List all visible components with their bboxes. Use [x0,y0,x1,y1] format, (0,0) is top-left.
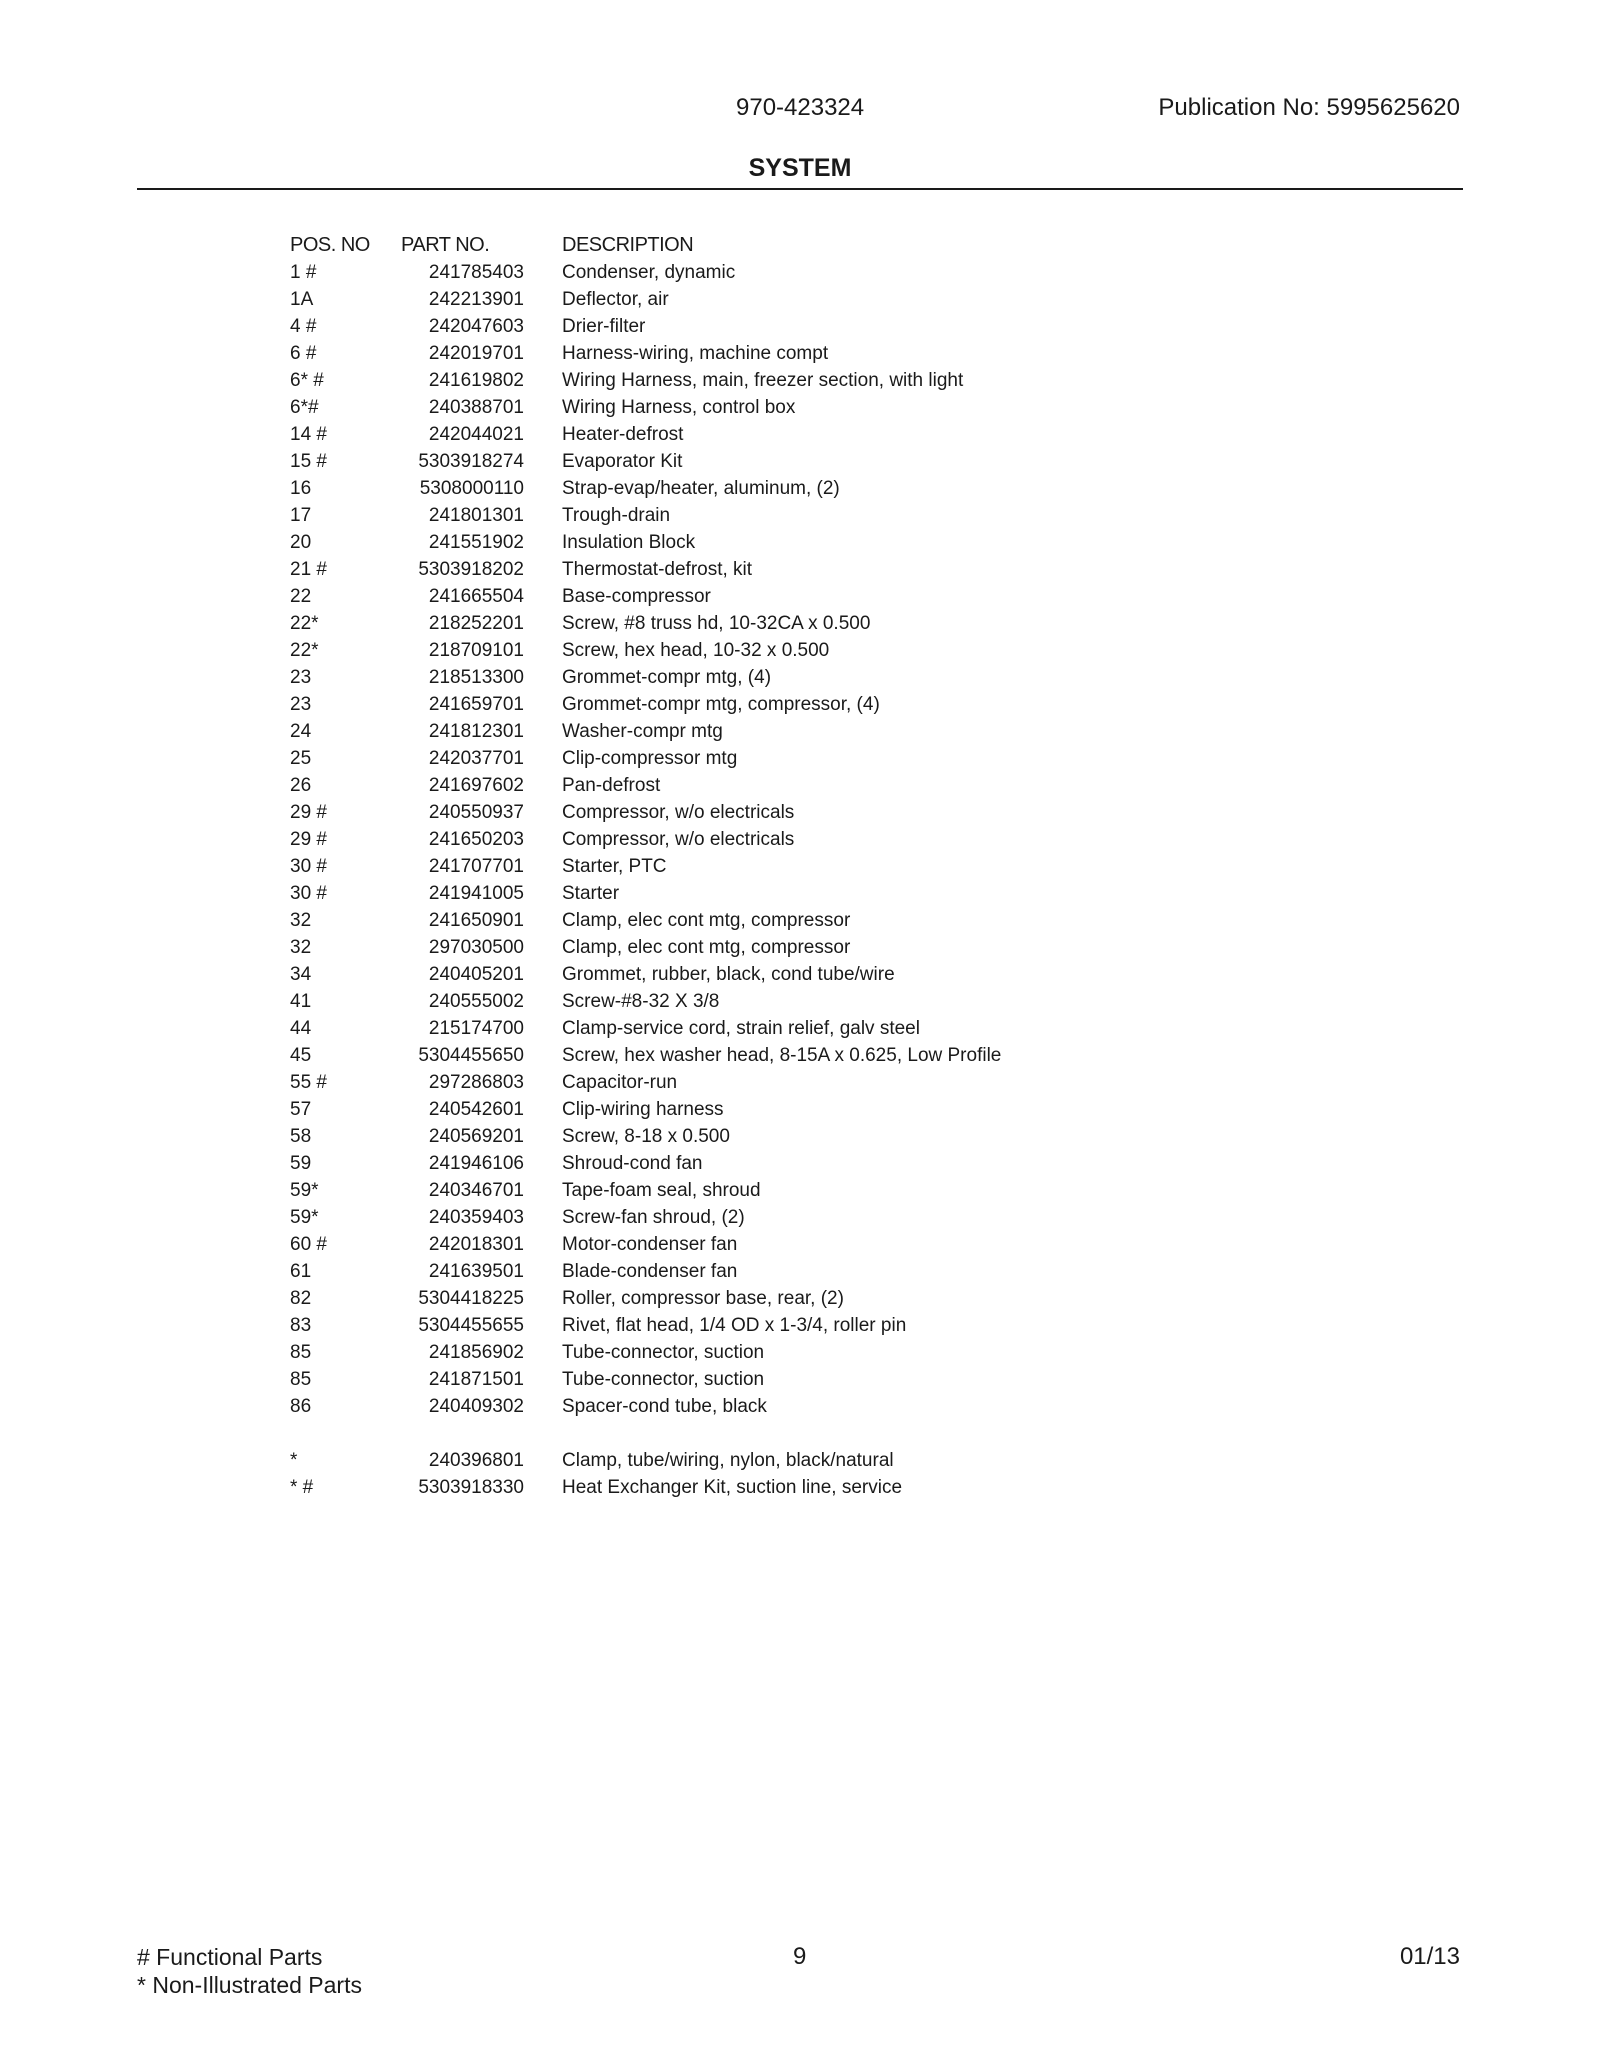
table-spacer-row [290,1420,1001,1447]
table-row [290,340,1001,367]
cell-pos: 30 # [290,856,327,877]
cell-pos: 61 [290,1261,312,1282]
cell-part-number: 5304418225 [418,1288,524,1309]
cell-pos: 26 [290,775,312,796]
cell-part-number: 5303918202 [418,559,524,580]
cell-part-number: 241707701 [428,856,524,877]
cell-part-number: 5303918274 [418,451,524,472]
cell-pos: * # [290,1477,314,1498]
cell-pos: 1A [290,289,314,310]
table-row [290,502,1001,529]
cell-part-number: 240396801 [428,1450,524,1471]
table-row [290,664,1001,691]
cell-part-number: 242018301 [428,1234,524,1255]
cell-part-number: 241619802 [428,370,524,391]
cell-pos: 22 [290,586,312,607]
cell-description: Washer-compr mtg [562,721,723,742]
cell-description: Tube-connector, suction [562,1342,765,1363]
cell-pos: 24 [290,721,312,742]
cell-pos: 14 # [290,424,327,445]
table-row [290,1015,1001,1042]
cell-description: Starter, PTC [562,856,667,877]
cell-pos: 6 # [290,343,317,364]
table-row [290,637,1001,664]
cell-pos: 59* [290,1207,319,1228]
cell-description: Drier-filter [562,316,646,337]
cell-description: Evaporator Kit [562,451,683,472]
table-row [290,421,1001,448]
cell-pos: 23 [290,694,312,715]
cell-part-number: 241946106 [428,1153,524,1174]
cell-part-number: 240346701 [428,1180,524,1201]
cell-part-number: 241812301 [428,721,524,742]
cell-description: Motor-condenser fan [562,1234,738,1255]
cell-pos: 21 # [290,559,327,580]
cell-description: Clamp, tube/wiring, nylon, black/natural [562,1450,894,1471]
cell-part-number: 242044021 [428,424,524,445]
cell-description: Rivet, flat head, 1/4 OD x 1-3/4, roller pin [562,1315,907,1336]
footer-legend [137,1943,362,1999]
cell-part-number: 240569201 [428,1126,524,1147]
table-row [290,259,1001,286]
table-row [290,583,1001,610]
column-header-description: DESCRIPTION [562,234,694,256]
cell-part-number: 215174700 [428,1018,524,1039]
table-row [290,1285,1001,1312]
cell-part-number: 240359403 [428,1207,524,1228]
column-header-part: PART NO. [401,234,490,256]
table-row [290,1393,1001,1420]
table-row [290,772,1001,799]
cell-pos: 1 # [290,262,317,283]
cell-part-number: 241665504 [428,586,524,607]
table-row [290,1204,1001,1231]
table-row [290,286,1001,313]
table-row [290,1177,1001,1204]
section-title [0,154,1600,183]
cell-part-number: 240550937 [428,802,524,823]
cell-description: Shroud-cond fan [562,1153,703,1174]
table-row [290,1339,1001,1366]
table-row [290,691,1001,718]
cell-pos: 32 [290,937,312,958]
cell-pos: 4 # [290,316,317,337]
table-row [290,1069,1001,1096]
cell-part-number: 240555002 [428,991,524,1012]
cell-pos: 25 [290,748,312,769]
cell-pos: 58 [290,1126,312,1147]
cell-part-number: 218709101 [428,640,524,661]
cell-part-number: 297030500 [428,937,524,958]
cell-description: Clamp-service cord, strain relief, galv steel [562,1018,920,1039]
table-row [290,934,1001,961]
cell-part-number: 297286803 [428,1072,524,1093]
cell-part-number: 5308000110 [419,478,524,499]
cell-part-number: 5304455655 [418,1315,524,1336]
cell-part-number: 242037701 [428,748,524,769]
cell-description: Thermostat-defrost, kit [562,559,753,580]
cell-part-number: 241785403 [428,262,524,283]
table-row [290,718,1001,745]
cell-description: Blade-condenser fan [562,1261,738,1282]
cell-part-number: 242213901 [428,289,524,310]
cell-pos: 57 [290,1099,312,1120]
model-number: 970-423324 [736,94,865,121]
cell-pos: 60 # [290,1234,327,1255]
cell-part-number: 241941005 [428,883,524,904]
cell-part-number: 240388701 [428,397,524,418]
cell-pos: 44 [290,1018,312,1039]
table-row [290,448,1001,475]
cell-pos: 17 [290,505,312,526]
cell-pos: 6*# [290,397,319,418]
cell-description: Screw-fan shroud, (2) [562,1207,745,1228]
cell-pos: 59 [290,1153,312,1174]
cell-description: Harness-wiring, machine compt [562,343,829,364]
table-row [290,1447,1001,1474]
column-header-pos: POS. NO [290,234,370,256]
cell-pos: 16 [290,478,312,499]
table-row [290,556,1001,583]
cell-part-number: 242047603 [428,316,524,337]
table-row [290,313,1001,340]
cell-description: Clamp, elec cont mtg, compressor [562,937,851,958]
table-row [290,1123,1001,1150]
table-row [290,826,1001,853]
cell-part-number: 218513300 [428,667,524,688]
cell-description: Screw, 8-18 x 0.500 [562,1126,730,1147]
cell-description: Wiring Harness, main, freezer section, with light [562,370,964,391]
cell-part-number: 241856902 [428,1342,524,1363]
cell-pos: 32 [290,910,312,931]
table-header-row [290,232,1001,259]
cell-part-number: 241650203 [428,829,524,850]
cell-part-number: 241871501 [428,1369,524,1390]
cell-pos: 55 # [290,1072,327,1093]
cell-pos: 29 # [290,829,327,850]
table-row [290,610,1001,637]
table-row [290,475,1001,502]
cell-description: Screw, hex washer head, 8-15A x 0.625, Low Profile [562,1045,1002,1066]
cell-description: Base-compressor [562,586,711,607]
parts-table-body [290,259,1001,1501]
table-row [290,1258,1001,1285]
cell-description: Clamp, elec cont mtg, compressor [562,910,851,931]
cell-pos: 22* [290,640,319,661]
table-row [290,853,1001,880]
header-divider [137,188,1463,190]
cell-description: Grommet-compr mtg, (4) [562,667,772,688]
cell-pos: 20 [290,532,312,553]
cell-description: Roller, compressor base, rear, (2) [562,1288,844,1309]
cell-description: Compressor, w/o electricals [562,802,795,823]
cell-pos: 6* # [290,370,324,391]
table-row [290,1474,1001,1501]
table-row [290,1366,1001,1393]
table-row [290,988,1001,1015]
table-row [290,1150,1001,1177]
cell-pos: 83 [290,1315,312,1336]
cell-pos: 59* [290,1180,319,1201]
cell-pos: 85 [290,1342,312,1363]
cell-pos: 45 [290,1045,312,1066]
cell-description: Tape-foam seal, shroud [562,1180,761,1201]
cell-description: Tube-connector, suction [562,1369,765,1390]
cell-description: Screw-#8-32 X 3/8 [562,991,720,1012]
section-title-text: SYSTEM [748,154,852,182]
cell-description: Strap-evap/heater, aluminum, (2) [562,478,840,499]
cell-part-number: 241801301 [428,505,524,526]
cell-description: Capacitor-run [562,1072,678,1093]
table-row [290,529,1001,556]
cell-description: Clip-wiring harness [562,1099,724,1120]
table-row [290,745,1001,772]
revision-date: 01/13 [1399,1943,1460,1970]
cell-part-number: 5304455650 [418,1045,524,1066]
table-row [290,961,1001,988]
cell-part-number: 240405201 [428,964,524,985]
table-row [290,907,1001,934]
table-row [290,1231,1001,1258]
cell-part-number: 241639501 [428,1261,524,1282]
table-row [290,880,1001,907]
table-row [290,1042,1001,1069]
cell-pos: 86 [290,1396,312,1417]
table-row [290,799,1001,826]
parts-table [290,232,1001,1501]
cell-pos: 30 # [290,883,327,904]
cell-description: Clip-compressor mtg [562,748,738,769]
cell-part-number: 241551902 [428,532,524,553]
cell-part-number: 5303918330 [418,1477,524,1498]
cell-description: Heat Exchanger Kit, suction line, service [562,1477,903,1498]
cell-pos: 41 [290,991,312,1012]
table-row [290,367,1001,394]
cell-description: Screw, #8 truss hd, 10-32CA x 0.500 [562,613,871,634]
cell-description: Wiring Harness, control box [562,397,796,418]
cell-part-number: 241659701 [428,694,524,715]
cell-pos: 85 [290,1369,312,1390]
cell-pos: 23 [290,667,312,688]
cell-part-number: 218252201 [428,613,524,634]
cell-pos: 34 [290,964,312,985]
cell-part-number: 240409302 [428,1396,524,1417]
cell-description: Starter [562,883,620,904]
cell-description: Grommet-compr mtg, compressor, (4) [562,694,880,715]
cell-description: Condenser, dynamic [562,262,736,283]
cell-pos: 15 # [290,451,327,472]
cell-description: Deflector, air [562,289,669,310]
cell-description: Pan-defrost [562,775,661,796]
cell-description: Screw, hex head, 10-32 x 0.500 [562,640,830,661]
page-number: 9 [793,1943,807,1970]
cell-part-number: 241650901 [428,910,524,931]
cell-description: Trough-drain [562,505,671,526]
legend-functional: # Functional Parts [137,1944,323,1970]
cell-description: Insulation Block [562,532,696,553]
legend-non-illustrated: * Non-Illustrated Parts [137,1972,362,1998]
table-row [290,394,1001,421]
table-row [290,1096,1001,1123]
cell-description: Heater-defrost [562,424,684,445]
cell-description: Compressor, w/o electricals [562,829,795,850]
cell-pos: 29 # [290,802,327,823]
cell-part-number: 242019701 [428,343,524,364]
cell-description: Grommet, rubber, black, cond tube/wire [562,964,895,985]
publication-number: Publication No: 5995625620 [1158,94,1460,121]
cell-description: Spacer-cond tube, black [562,1396,767,1417]
table-row [290,1312,1001,1339]
cell-part-number: 240542601 [428,1099,524,1120]
cell-pos: 82 [290,1288,312,1309]
cell-pos: 22* [290,613,319,634]
cell-pos: * [290,1450,298,1471]
cell-part-number: 241697602 [428,775,524,796]
